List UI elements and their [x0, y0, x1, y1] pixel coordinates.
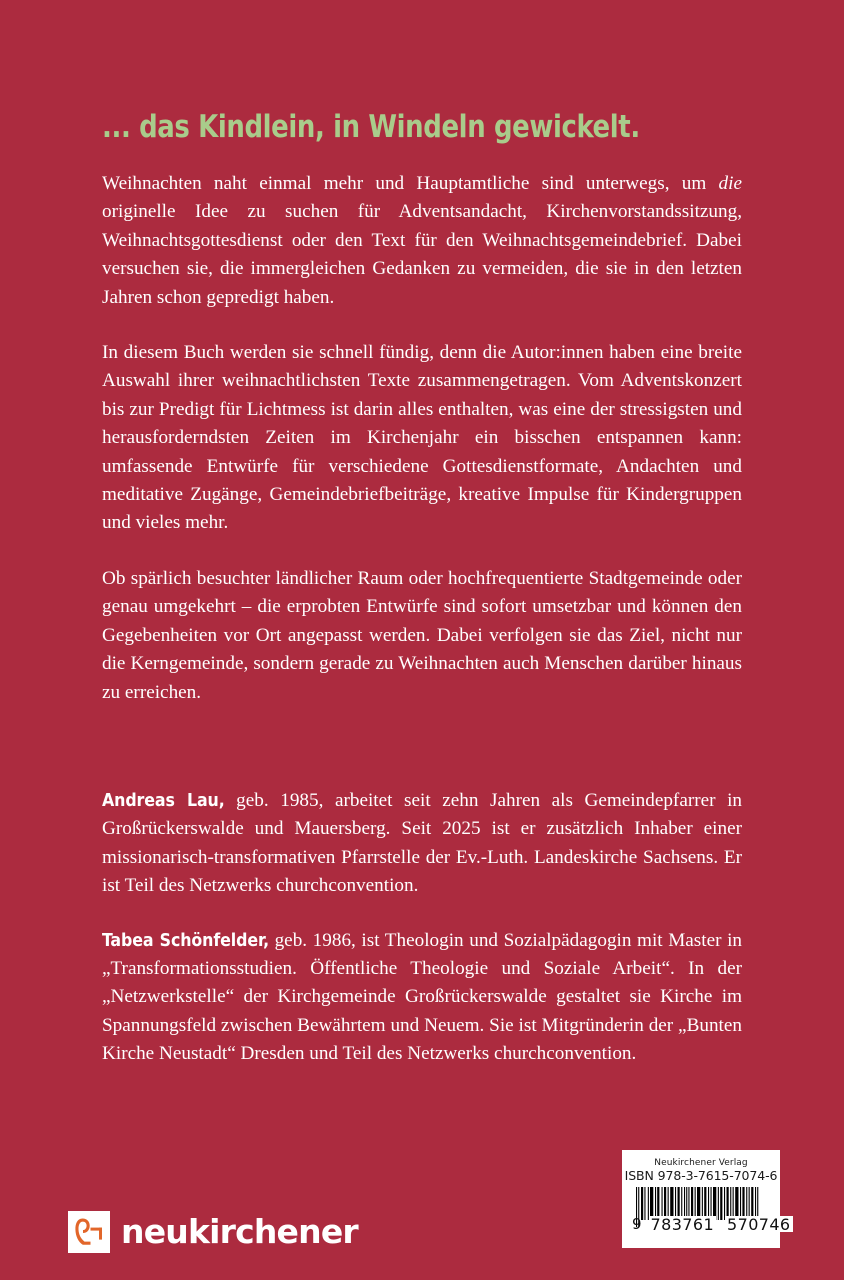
blurb-p1-part-a: Weihnachten naht einmal mehr und Hauptamtliche sind unterwegs, um: [102, 173, 719, 194]
author-bio-text-tabea-schoenfelder: geb. 1986, ist Theologin und Sozialpädagogin mit Master in „Transformationsstudien. Öffentliche Theologie und Soziale Arbeit“. In der „Netzwerkstelle“ der Kirchgemeinde Großrückerswalde gestaltet sie Kirche im Spannungsfeld zwischen Bewährtem und Neuem. Sie ist Mitgründerin der „Bunten Kirche Neustadt“ Dresden und Teil des Netzwerks churchconvention.: [102, 929, 742, 1065]
author-bio-andreas-lau: [102, 787, 742, 901]
neukirchener-bird-mark-icon: [68, 1211, 110, 1253]
author-name-andreas-lau: Andreas Lau,: [102, 791, 225, 811]
author-name-tabea-schoenfelder: Tabea Schönfelder,: [102, 930, 269, 951]
publisher-wordmark: neukirchener: [121, 1211, 358, 1251]
blurb-paragraph-1: [102, 170, 742, 312]
page-title: ... das Kindlein, in Windeln gewickelt.: [102, 109, 640, 145]
barcode-ean-digits: [631, 1215, 791, 1234]
barcode-isbn-label: ISBN 978-3-7615-7074-6: [624, 1168, 778, 1183]
barcode-digit-group-2: 570746: [727, 1215, 791, 1234]
blurb-block: [102, 170, 742, 707]
blurb-p1-emphasis: die: [718, 173, 742, 194]
publisher-logo: [68, 1211, 358, 1253]
barcode-publisher-label: Neukirchener Verlag: [654, 1158, 748, 1168]
blurb-paragraph-3: Ob spärlich besuchter ländlicher Raum oder hochfrequentierte Stadtgemeinde oder genau umgekehrt – die erprobten Entwürfe sind sofort umsetzbar und können den Gegebenheiten vor Ort angepasst werden. Dabei verfolgen sie das Ziel, nicht nur die Kerngemeinde, sondern gerade zu Weihnachten auch Menschen darüber hinaus zu erreichen.: [102, 567, 742, 703]
blurb-p1-part-b: originelle Idee zu suchen für Adventsandacht, Kirchenvorstandssitzung, Weihnachtsgottesdienst oder den Text für den Weihnachtsgemeindebrief. Dabei versuchen sie, die immergleichen Gedanken zu vermeiden, die sie in den letzten Jahren schon gepredigt haben.: [102, 201, 742, 308]
author-bios-block: [102, 787, 742, 1069]
barcode-digit-group-1: 783761: [650, 1215, 715, 1234]
author-bio-text-andreas-lau: geb. 1985, arbeitet seit zehn Jahren als Gemeindepfarrer in Großrückerswalde und Mauersberg. Seit 2025 ist er zusätzlich Inhaber einer missionarisch-transformativen Pfarrstelle der Ev.-Luth. Landeskirche Sachsens. Er ist Teil des Netzwerks churchconvention.: [102, 790, 743, 897]
author-bio-tabea-schoenfelder: [102, 927, 742, 1069]
isbn-barcode: [622, 1150, 791, 1248]
blurb-paragraph-2: In diesem Buch werden sie schnell fündig, denn die Autor:innen haben eine breite Auswahl ihrer weihnachtlichsten Texte zusammengetragen. Vom Adventskonzert bis zur Predigt für Lichtmess ist darin alles enthalten, was eine der stressigsten und herausforderndsten Zeiten im Kirchenjahr ein bisschen entspannen kann: umfassende Entwürfe für verschiedene Gottesdienstformate, Andachten und meditative Zugänge, Gemeindebriefbeiträge, kreative Impulse für Kindergruppen und vieles mehr.: [102, 342, 742, 534]
barcode-lead-digit: 9: [632, 1215, 642, 1233]
